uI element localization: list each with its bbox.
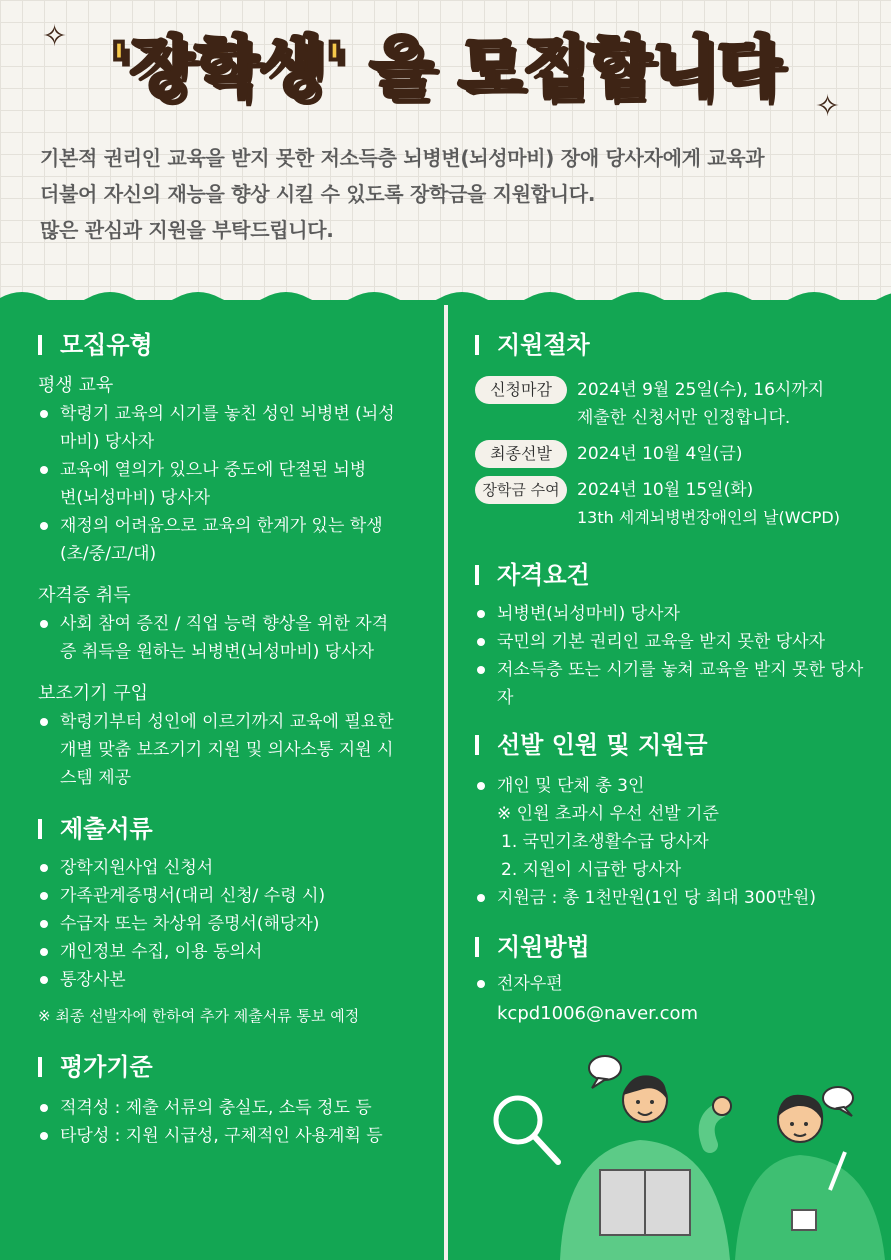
- recruit-list: [38, 400, 438, 568]
- list-item: 사회 참여 증진 / 직업 능력 향상을 위한 자격증 취득을 원하는 뇌병변(뇌성마비) 당사자: [38, 610, 398, 666]
- priority-item: 1. 국민기초생활수급 당사자: [501, 832, 709, 852]
- documents-list: [38, 854, 438, 994]
- recruit-list: [38, 610, 438, 666]
- list-item: 개인 및 단체 총 3인: [475, 772, 887, 800]
- student-boy: [560, 1075, 731, 1260]
- step-badge: 장학금 수여: [475, 476, 567, 504]
- priority-item: 2. 지원이 시급한 당사자: [501, 860, 682, 880]
- header-area: [0, 0, 891, 300]
- method-list: [475, 970, 887, 1030]
- group-title: 자격증 취득: [38, 585, 131, 606]
- sparkle-icon: ✧: [815, 89, 841, 124]
- section-heading-qualification: 자격요건: [475, 558, 887, 592]
- list-item: 개인정보 수집, 이용 동의서: [38, 938, 438, 966]
- group-title: 보조기기 구입: [38, 683, 149, 704]
- section-heading-procedure: 지원절차: [475, 328, 887, 362]
- list-item: 뇌병변(뇌성마비) 당사자: [475, 600, 887, 628]
- student-girl: [735, 1095, 885, 1260]
- intro-line: 많은 관심과 지원을 부탁드립니다.: [40, 218, 334, 242]
- step-badge: 신청마감: [475, 376, 567, 404]
- list-item: 타당성 : 지원 시급성, 구체적인 사용계획 등: [38, 1122, 438, 1150]
- list-item: 학령기 교육의 시기를 놓친 성인 뇌병변 (뇌성마비) 당사자: [38, 400, 398, 456]
- list-item: 통장사본: [38, 966, 438, 994]
- procedure-step: [475, 376, 887, 432]
- list-item: 교육에 열의가 있으나 중도에 단절된 뇌병변(뇌성마비) 당사자: [38, 456, 378, 512]
- criteria-list: [38, 1094, 438, 1150]
- step-text: 제출한 신청서만 인정합니다.: [577, 408, 791, 428]
- recruit-list: [38, 708, 438, 792]
- section-heading-documents: 제출서류: [38, 812, 438, 846]
- procedure-step: [475, 476, 887, 532]
- speech-bubble-icon: [823, 1087, 853, 1116]
- list-item: 재정의 어려움으로 교육의 한계가 있는 학생(초/중/고/대): [38, 512, 408, 568]
- title-rest: 을 모집합니다: [369, 29, 783, 106]
- right-column: [475, 328, 887, 1030]
- section-heading-criteria: 평가기준: [38, 1050, 438, 1084]
- selection-note: ※ 인원 초과시 우선 선발 기준: [497, 804, 719, 824]
- speech-bubble-icon: [589, 1056, 621, 1088]
- list-item: 학령기부터 성인에 이르기까지 교육에 필요한 개별 맞춤 보조기기 지원 및 의사소통 지원 시스템 제공: [38, 708, 403, 792]
- column-divider: [444, 305, 448, 1260]
- intro-text: [40, 140, 870, 248]
- intro-line: 더불어 자신의 재능을 향상 시킬 수 있도록 장학금을 지원합니다.: [40, 182, 596, 206]
- group-title: 평생 교육: [38, 375, 114, 396]
- list-item: 수급자 또는 차상위 증명서(해당자): [38, 910, 438, 938]
- step-text: 13th 세계뇌병변장애인의 날(WCPD): [577, 508, 840, 527]
- qualification-list: [475, 600, 887, 712]
- left-column: [38, 328, 438, 1150]
- procedure-step: [475, 440, 887, 468]
- list-item: 가족관계증명서(대리 신청/ 수령 시): [38, 882, 438, 910]
- magnifier-icon: [496, 1098, 558, 1162]
- step-text: 2024년 10월 15일(화): [577, 480, 754, 500]
- students-illustration: [480, 1040, 891, 1260]
- step-text: 2024년 9월 25일(수), 16시까지: [577, 380, 825, 400]
- title-highlight: '장학생': [108, 29, 346, 106]
- selection-list: [475, 772, 887, 912]
- section-heading-method: 지원방법: [475, 930, 887, 964]
- list-item: 국민의 기본 권리인 교육을 받지 못한 당사자: [475, 628, 887, 656]
- sparkle-icon: ✧: [42, 19, 68, 54]
- email-link[interactable]: kcpd1006@naver.com: [497, 1003, 699, 1024]
- section-heading-selection: 선발 인원 및 지원금: [475, 728, 887, 762]
- step-badge: 최종선발: [475, 440, 567, 468]
- list-item: 지원금 : 총 1천만원(1인 당 최대 300만원): [475, 884, 887, 912]
- step-text: 2024년 10월 4일(금): [577, 444, 743, 464]
- section-heading-recruit: 모집유형: [38, 328, 438, 362]
- documents-note: ※ 최종 선발자에 한하여 추가 제출서류 통보 예정: [38, 1007, 360, 1025]
- intro-line: 기본적 권리인 교육을 받지 못한 저소득층 뇌병변(뇌성마비) 장애 당사자에게 교육과: [40, 146, 765, 170]
- list-item: 장학지원사업 신청서: [38, 854, 438, 882]
- list-item: 저소득층 또는 시기를 놓쳐 교육을 받지 못한 당사자: [475, 656, 877, 712]
- list-item: 적격성 : 제출 서류의 충실도, 소득 정도 등: [38, 1094, 438, 1122]
- list-item: 전자우편: [475, 970, 887, 998]
- page-title: [0, 18, 891, 118]
